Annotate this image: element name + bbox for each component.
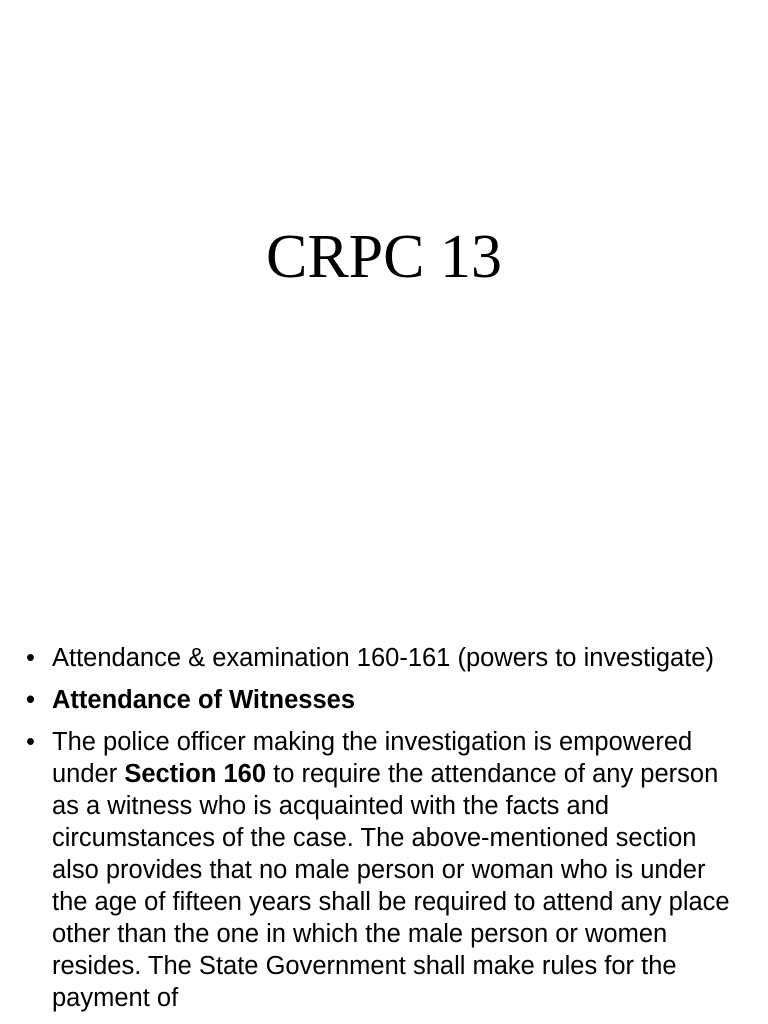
section-reference: Section 160 [124, 760, 267, 788]
bullet-list [26, 642, 746, 1024]
bullet-text-part2: to require the attendance of any person as a witness who is acquainted with the facts and circumstances of the case. The above-mentioned section also provides that no male person or woman who is under the age of fifteen years shall be required to attend any place other than the one in which the male person or women resides. The State Government shall make rules for the payment of [52, 760, 730, 1012]
bullet-item-attendance-examination [26, 642, 746, 674]
bullet-text: Attendance of Witnesses [52, 686, 355, 714]
bullet-item-attendance-of-witnesses [26, 684, 746, 716]
bullet-text: Attendance & examination 160-161 (powers to investigate) [52, 644, 714, 672]
slide-title: CRPC 13 [265, 223, 503, 291]
bullet-item-police-officer [26, 726, 746, 1014]
bullet-text-part1: The police officer making the investigation is empowered under [52, 728, 693, 788]
